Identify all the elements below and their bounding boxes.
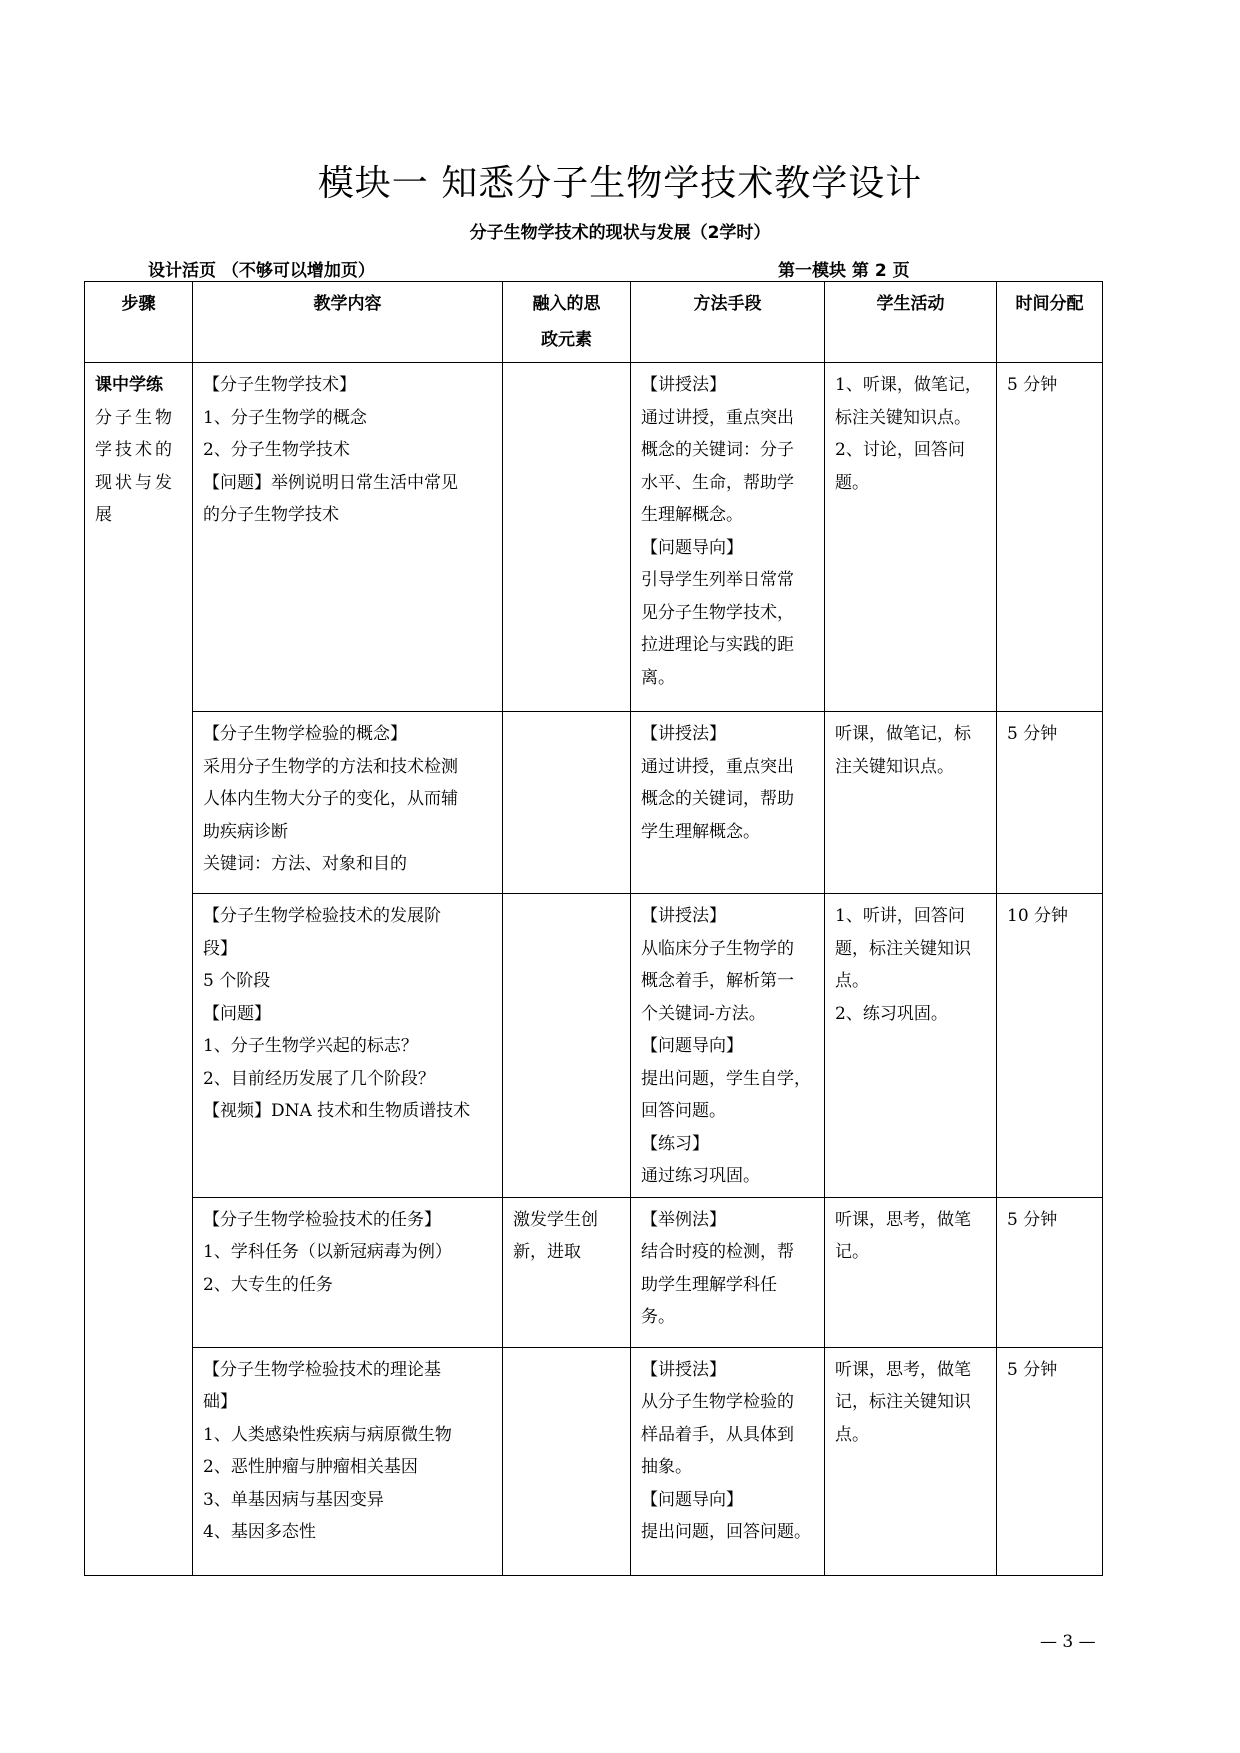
table-row [85,363,1103,712]
content-cell-line: 的分子生物学技术 [203,505,339,525]
method-cell [631,712,825,894]
content-cell-line: 5 个阶段 [203,971,271,991]
method-cell [631,894,825,1198]
method-cell-line: 概念的关键词，帮助 [641,789,794,809]
activity-cell-line: 1、听课，做笔记， [835,375,982,395]
method-cell-line: 【问题导向】 [641,1036,743,1056]
ideology-cell [503,1197,631,1347]
method-cell-line: 概念的关键词：分子 [641,440,794,460]
table-row [85,1197,1103,1347]
table-row [85,712,1103,894]
activity-cell-line: 2、讨论，回答问 [835,440,965,460]
content-cell-line: 2、目前经历发展了几个阶段？ [203,1068,435,1089]
activity-cell [825,894,997,1198]
ideology-cell [503,894,631,1198]
activity-cell-line: 记，标注关键知识 [835,1392,971,1412]
method-cell-line: 概念着手，解析第一 [641,971,794,991]
method-cell [631,1347,825,1575]
method-cell-line: 【问题导向】 [641,537,743,558]
time-cell [997,1197,1103,1347]
content-cell-line: 1、分子生物学兴起的标志？ [203,1036,418,1056]
method-cell-line: 【问题导向】 [641,1489,743,1510]
method-cell [631,363,825,712]
method-cell-line: 【讲授法】 [641,906,726,926]
content-cell-line: 助疾病诊断 [203,821,288,842]
time-value: 5 分钟 [1007,724,1058,744]
content-cell-line: 【分子生物学检验技术的理论基 [203,1359,441,1380]
step-line: 现状与发 [95,472,175,493]
step-line: 学技术的 [95,440,175,460]
step-line: 展 [95,505,115,525]
content-cell-line: 【问题】举例说明日常生活中常见 [203,472,458,493]
content-cell-line: 【分子生物学技术】 [203,375,356,395]
activity-cell-line: 2、练习巩固。 [835,1003,948,1024]
method-cell-line: 离。 [641,667,675,688]
method-cell-line: 【讲授法】 [641,1359,726,1380]
method-cell-line: 抽象。 [641,1457,692,1477]
activity-cell-line: 记。 [835,1242,869,1262]
method-cell [631,1197,825,1347]
content-cell [193,894,503,1198]
activity-cell [825,1197,997,1347]
header-time: 时间分配 [997,282,1103,363]
content-cell-line: 1、人类感染性疾病与病原微生物 [203,1424,452,1445]
content-cell-line: 【视频】DNA 技术和生物质谱技术 [203,1101,471,1121]
method-cell-line: 样品着手，从具体到 [641,1424,794,1445]
ideology-cell-line: 新，进取 [513,1242,581,1262]
step-line: 分子生物 [95,407,175,428]
method-cell-line: 提出问题，学生自学， [641,1068,811,1089]
header-method: 方法手段 [631,282,825,363]
document-subtitle: 分子生物学技术的现状与发展（2学时） [469,223,771,243]
content-cell [193,712,503,894]
lesson-plan-table [84,281,1103,1576]
time-value: 5 分钟 [1007,375,1058,395]
document-title: 模块一 知悉分子生物学技术教学设计 [317,163,923,204]
content-cell-line: 1、学科任务（以新冠病毒为例） [203,1242,452,1262]
method-cell-line: 通过讲授，重点突出 [641,756,794,777]
content-cell-line: 2、大专生的任务 [203,1274,333,1295]
method-cell-line: 【举例法】 [641,1209,726,1230]
step-heading: 课中学练 [95,375,163,395]
activity-cell-line: 注关键知识点。 [835,756,954,777]
content-cell-line: 础】 [203,1392,237,1412]
content-cell-line: 【分子生物学检验的概念】 [203,724,407,744]
time-value: 5 分钟 [1007,1209,1058,1230]
content-cell-line: 【分子生物学检验技术的任务】 [203,1209,441,1230]
activity-cell [825,712,997,894]
content-cell-line: 人体内生物大分子的变化，从而辅 [203,789,458,809]
time-cell [997,712,1103,894]
time-cell [997,363,1103,712]
ideology-cell [503,712,631,894]
method-cell-line: 引导学生列举日常常 [641,570,794,590]
activity-cell-line: 点。 [835,1424,869,1445]
method-cell-line: 从临床分子生物学的 [641,938,794,959]
method-cell-line: 助学生理解学科任 [641,1274,777,1295]
table-row [85,1347,1103,1575]
time-cell [997,894,1103,1198]
ideology-cell [503,1347,631,1575]
method-cell-line: 结合时疫的检测，帮 [641,1242,794,1262]
header-ideology: 融入的思政元素 [503,282,631,363]
method-cell-line: 拉进理论与实践的距 [641,635,794,655]
method-cell-line: 【讲授法】 [641,375,726,395]
content-cell-line: 关键词：方法、对象和目的 [203,854,407,874]
table-row [85,894,1103,1198]
time-value: 5 分钟 [1007,1359,1058,1380]
method-cell-line: 【讲授法】 [641,724,726,744]
content-cell-line: 段】 [203,938,237,959]
method-cell-line: 通过练习巩固。 [641,1166,760,1186]
method-cell-line: 回答问题。 [641,1101,726,1121]
ideology-cell [503,363,631,712]
content-cell-line: 2、分子生物学技术 [203,440,350,460]
method-cell-line: 通过讲授，重点突出 [641,407,794,428]
activity-cell-line: 点。 [835,971,869,991]
content-cell-line: 【分子生物学检验技术的发展阶 [203,906,441,926]
step-cell [85,363,193,1576]
method-cell-line: 从分子生物学检验的 [641,1392,794,1412]
module-page-label: 第一模块 第 2 页 [778,261,910,281]
content-cell-line: 采用分子生物学的方法和技术检测 [203,756,458,777]
method-cell-line: 生理解概念。 [641,505,743,525]
method-cell-line: 学生理解概念。 [641,821,760,842]
activity-cell-line: 1、听讲，回答问 [835,906,965,926]
activity-cell-line: 听课，做笔记，标 [835,724,971,744]
activity-cell-line: 题，标注关键知识 [835,938,971,959]
header-content: 教学内容 [193,282,503,363]
page-number: — 3 — [1040,1632,1096,1652]
method-cell-line: 见分子生物学技术， [641,602,794,623]
activity-cell-line: 听课，思考，做笔 [835,1359,971,1380]
content-cell-line: 2、恶性肿瘤与肿瘤相关基因 [203,1457,418,1477]
content-cell-line: 【问题】 [203,1003,271,1024]
method-cell-line: 务。 [641,1307,675,1327]
activity-cell [825,363,997,712]
content-cell [193,1347,503,1575]
content-cell-line: 1、分子生物学的概念 [203,407,367,428]
activity-cell-line: 题。 [835,472,869,493]
content-cell [193,1197,503,1347]
header-step: 步骤 [85,282,193,363]
activity-cell-line: 听课，思考，做笔 [835,1209,971,1230]
activity-cell [825,1347,997,1575]
time-value: 10 分钟 [1007,906,1069,926]
method-cell-line: 水平、生命，帮助学 [641,472,794,493]
table-header-row [85,282,1103,363]
header-activity: 学生活动 [825,282,997,363]
method-cell-line: 【练习】 [641,1133,709,1154]
time-cell [997,1347,1103,1575]
content-cell [193,363,503,712]
method-cell-line: 提出问题，回答问题。 [641,1522,811,1542]
method-cell-line: 个关键词-方法。 [641,1003,766,1024]
content-cell-line: 4、基因多态性 [203,1522,316,1542]
content-cell-line: 3、单基因病与基因变异 [203,1489,384,1510]
activity-cell-line: 标注关键知识点。 [835,407,971,428]
ideology-cell-line: 激发学生创 [513,1209,598,1230]
design-sheet-label: 设计活页 （不够可以增加页） [148,261,375,281]
